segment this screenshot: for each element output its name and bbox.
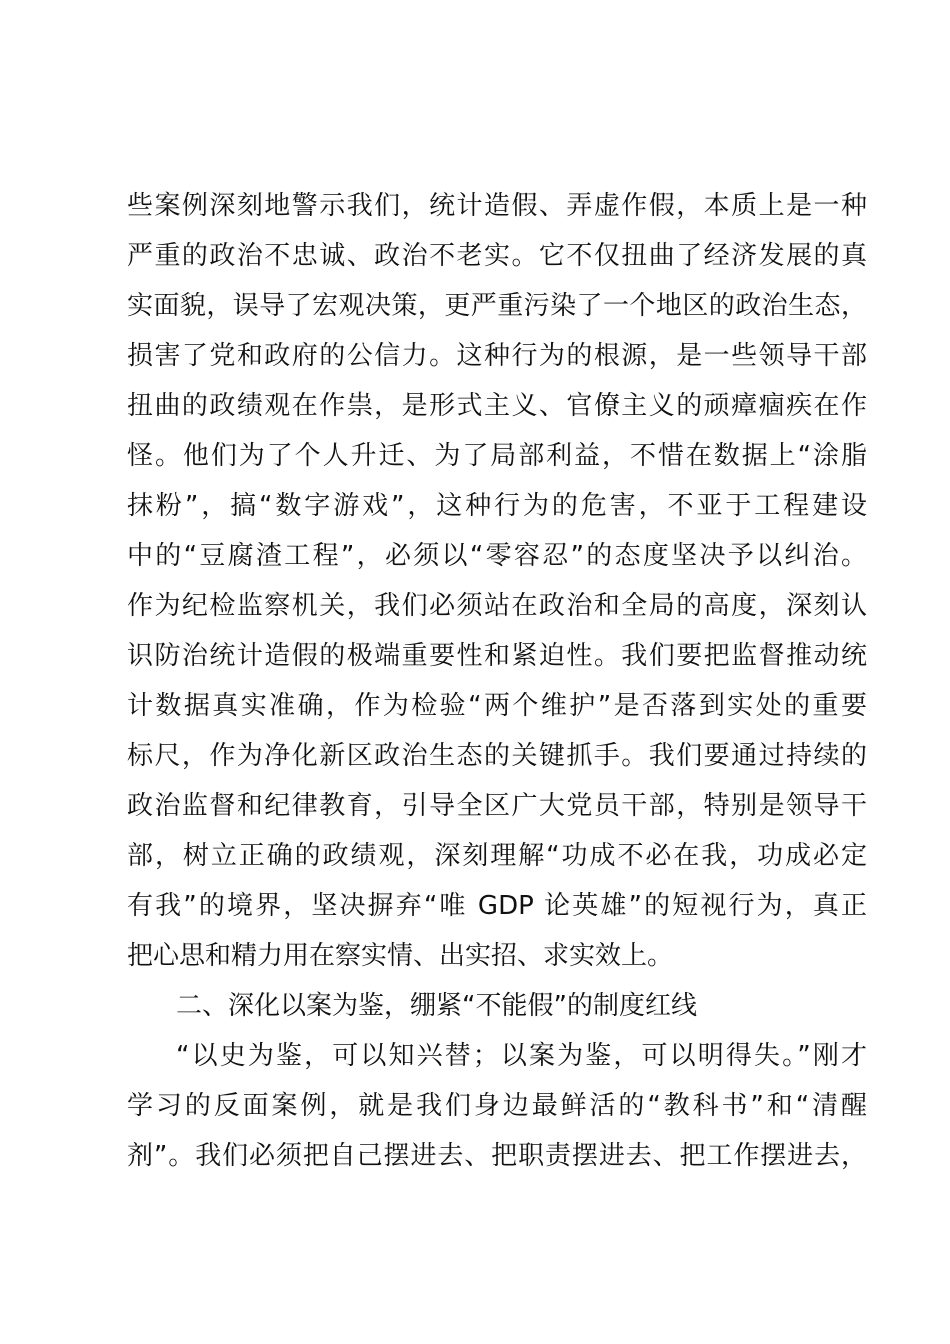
- section-heading: 二、深化以案为鉴，绷紧“不能假”的制度红线: [176, 991, 697, 1021]
- text-line: 计数据真实准确，作为检验“两个维护”是否落到实处的重要: [127, 691, 867, 721]
- text-line: 部，树立正确的政绩观，深刻理解“功成不必在我，功成必定: [127, 841, 867, 871]
- text-line: 学习的反面案例，就是我们身边最鲜活的“教科书”和“清醒: [127, 1091, 867, 1121]
- text-line: 严重的政治不忠诚、政治不老实。它不仅扭曲了经济发展的真: [127, 241, 867, 271]
- text-line: 标尺，作为净化新区政治生态的关键抓手。我们要通过持续的: [127, 741, 867, 771]
- text-line: “以史为鉴，可以知兴替；以案为鉴，可以明得失。”刚才: [176, 1041, 867, 1071]
- text-line: 实面貌，误导了宏观决策，更严重污染了一个地区的政治生态，: [127, 291, 867, 321]
- text-line: 损害了党和政府的公信力。这种行为的根源，是一些领导干部: [127, 341, 867, 371]
- text-line: 把心思和精力用在察实情、出实招、求实效上。: [127, 941, 674, 971]
- text-line: 政治监督和纪律教育，引导全区广大党员干部，特别是领导干: [127, 791, 867, 821]
- text-line: 识防治统计造假的极端重要性和紧迫性。我们要把监督推动统: [127, 641, 867, 671]
- text-line: 剂”。我们必须把自己摆进去、把职责摆进去、把工作摆进去，: [127, 1141, 867, 1171]
- text-line: 中的“豆腐渣工程”，必须以“零容忍”的态度坚决予以纠治。: [127, 541, 867, 571]
- text-line: 扭曲的政绩观在作祟，是形式主义、官僚主义的顽瘴痼疾在作: [127, 391, 867, 421]
- text-line: 些案例深刻地警示我们，统计造假、弄虚作假，本质上是一种: [127, 191, 867, 221]
- text-line: 作为纪检监察机关，我们必须站在政治和全局的高度，深刻认: [127, 591, 867, 621]
- text-line: 怪。他们为了个人升迁、为了局部利益，不惜在数据上“涂脂: [127, 441, 867, 471]
- text-line: 有我”的境界，坚决摒弃“唯 GDP 论英雄”的短视行为，真正: [127, 891, 867, 921]
- text-line: 抹粉”，搞“数字游戏”，这种行为的危害，不亚于工程建设: [127, 491, 867, 521]
